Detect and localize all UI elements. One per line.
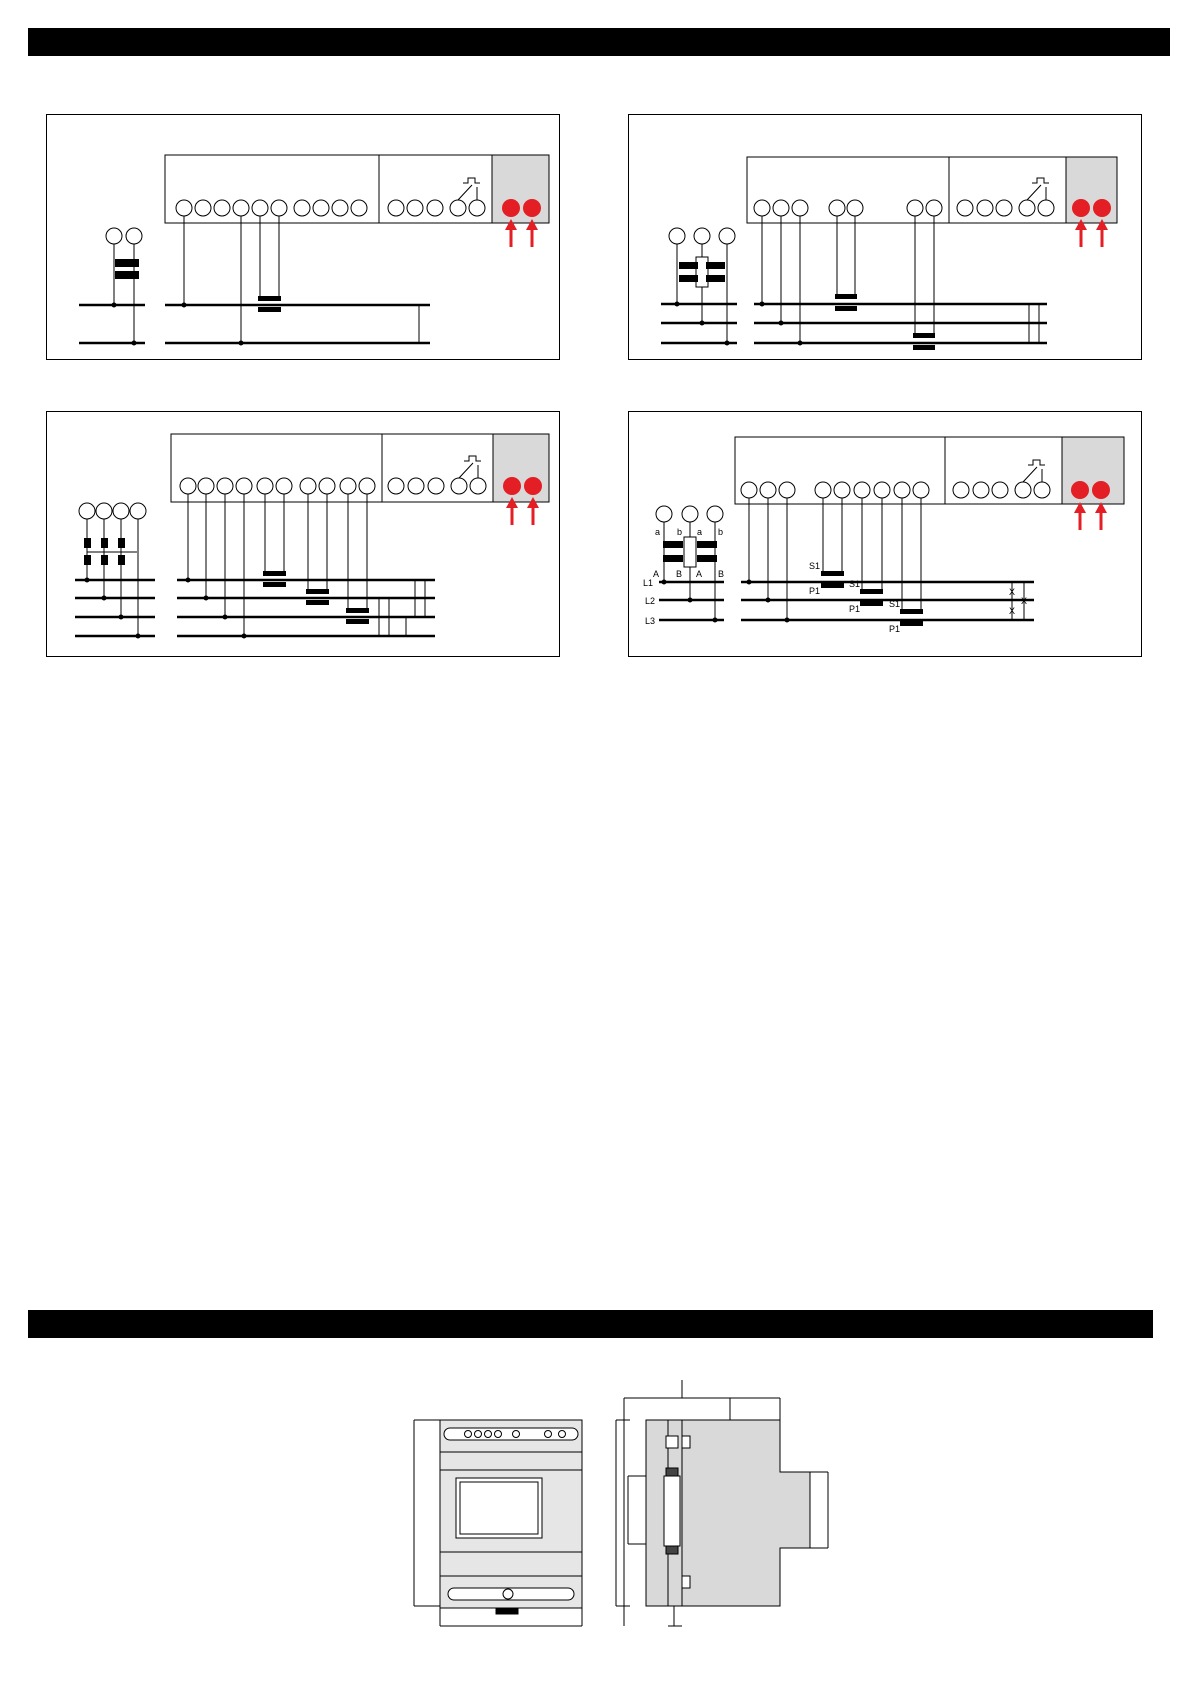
relay-contact-symbol	[1023, 460, 1045, 482]
ct-label: S1	[809, 561, 821, 571]
wiring-diagram-4-drawing	[629, 412, 1142, 657]
section-header-bar-wiring	[28, 28, 1170, 56]
wiring-diagram-three-phase-4-wire	[46, 411, 560, 657]
ct-label: P1	[889, 624, 901, 634]
relay-contact-symbol	[459, 456, 481, 478]
wiring-diagram-single-phase	[46, 114, 560, 360]
vt-terminal-label: A	[653, 569, 660, 579]
vt-terminal-label: b	[677, 527, 683, 537]
wiring-diagram-2-drawing	[629, 115, 1142, 360]
ct-label: S1	[889, 599, 901, 609]
vt-terminal-label: A	[696, 569, 703, 579]
side-view	[616, 1380, 828, 1626]
jumper-label: X	[1021, 596, 1028, 606]
wiring-diagram-three-phase-aron	[628, 411, 1142, 657]
aux-output-block	[492, 155, 549, 223]
line-label-l1: L1	[643, 578, 654, 588]
vt-terminal-label: a	[655, 527, 661, 537]
relay-contact-symbol	[1027, 178, 1049, 200]
relay-contact-symbol	[458, 178, 480, 200]
front-view	[414, 1420, 582, 1626]
ct-label: P1	[809, 586, 821, 596]
meter-terminal-block	[747, 157, 1117, 223]
terminal-row	[176, 200, 485, 216]
vt-terminal-label: B	[718, 569, 725, 579]
wiring-diagram-1-drawing	[47, 115, 560, 360]
ct-label: P1	[849, 604, 861, 614]
vt-terminal-label: a	[697, 527, 703, 537]
line-label-l2: L2	[645, 596, 656, 606]
meter-terminal-block	[171, 434, 549, 502]
aux-output-block	[493, 434, 549, 502]
jumper-label: X	[1009, 587, 1016, 597]
line-label-l3: L3	[645, 616, 656, 626]
wiring-diagram-3-drawing	[47, 412, 560, 657]
terminal-row	[754, 200, 1054, 216]
terminal-row	[741, 482, 1050, 498]
dimension-drawing	[400, 1380, 860, 1640]
meter-terminal-block	[165, 155, 549, 223]
section-header-bar-dimensions	[28, 1310, 1153, 1338]
vt-terminal-label: B	[676, 569, 683, 579]
jumper-label: X	[1009, 606, 1016, 616]
ct-label: S1	[849, 579, 861, 589]
wiring-diagram-three-phase-3-wire	[628, 114, 1142, 360]
vt-terminal-label: b	[718, 527, 724, 537]
terminal-row	[180, 478, 486, 494]
